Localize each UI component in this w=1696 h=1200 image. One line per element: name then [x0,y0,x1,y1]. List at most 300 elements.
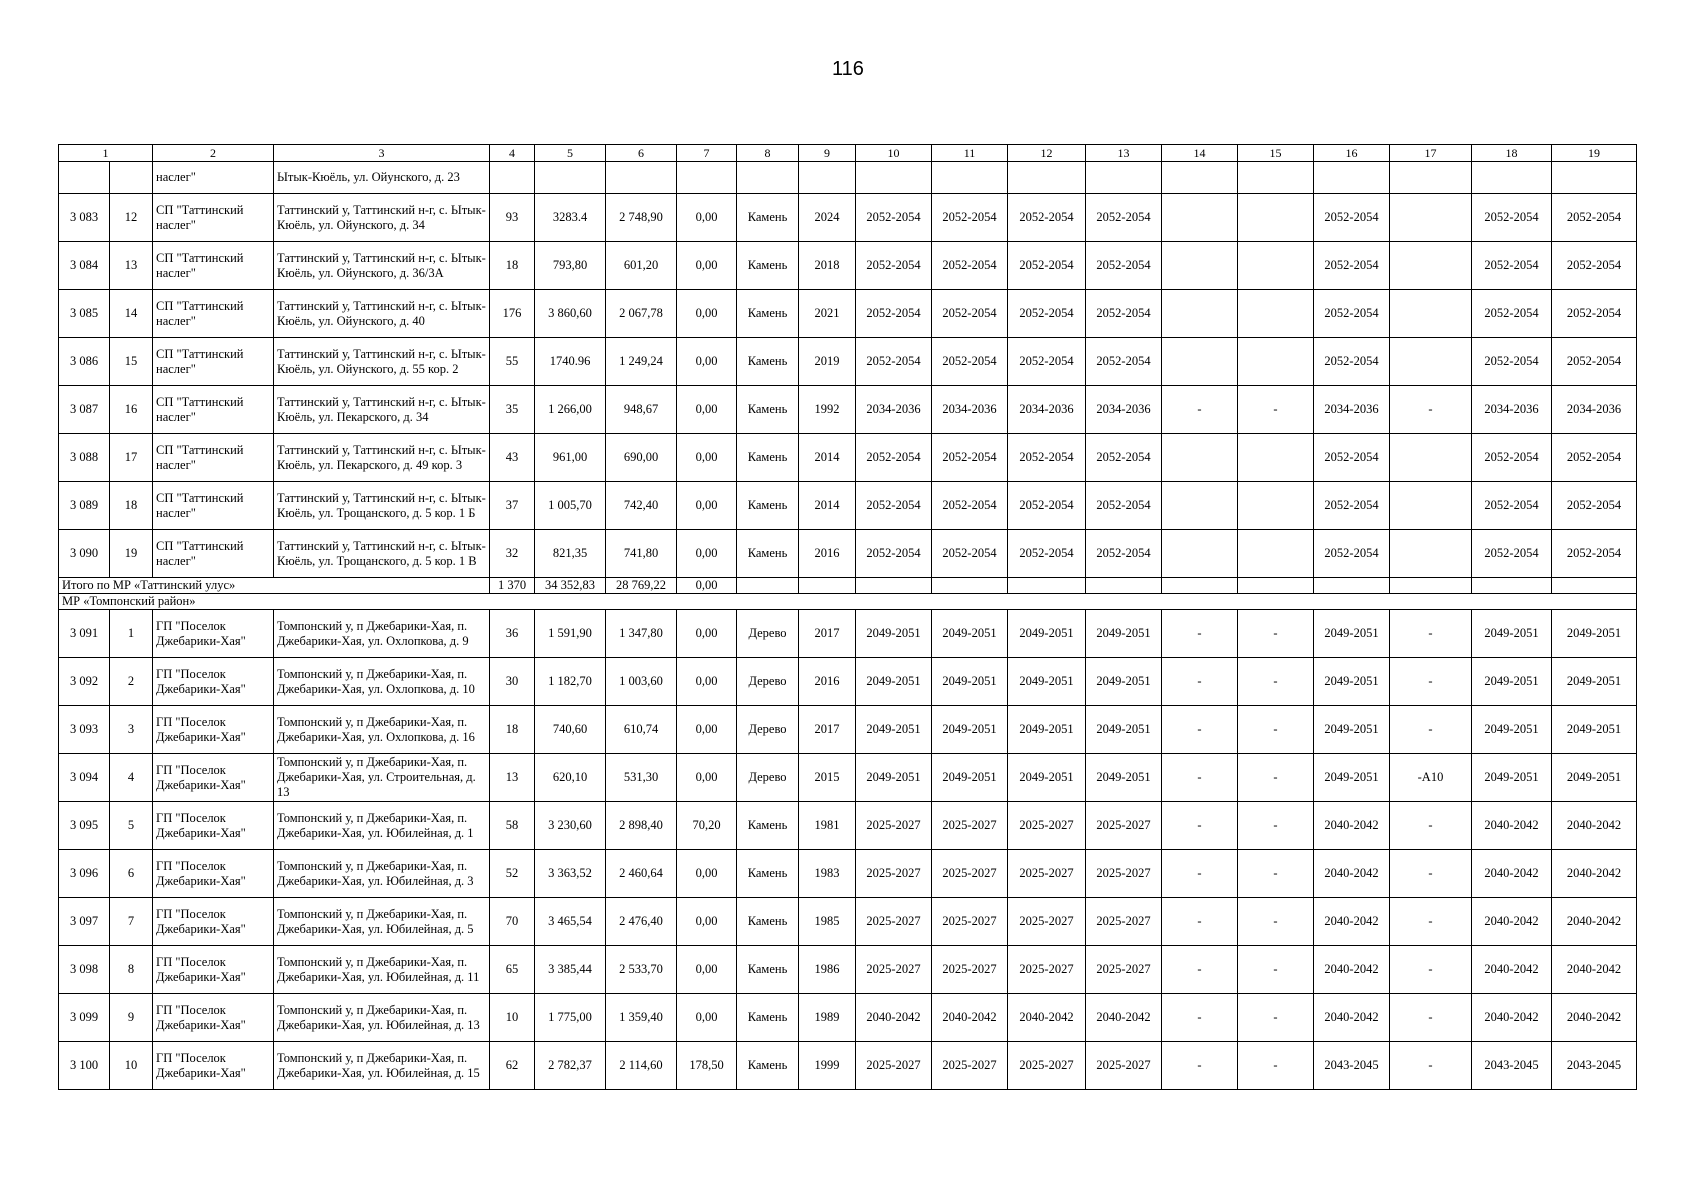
cell: 2043-2045 [1472,1042,1552,1090]
header-cell: 12 [1008,145,1086,162]
cell: 0,00 [677,530,737,578]
cell: Дерево [737,658,799,706]
cell: 1989 [799,994,856,1042]
cell: 740,60 [535,706,606,754]
cell: 3 465,54 [535,898,606,946]
cell [1472,162,1552,194]
cell: 2049-2051 [932,706,1008,754]
cell: 2040-2042 [1472,850,1552,898]
cell [1238,242,1314,290]
cell: 3 [110,706,153,754]
cell [1238,578,1314,594]
cell: 2049-2051 [932,610,1008,658]
cell: Томпонский у, п Джебарики-Хая, п. Джебарики-Хая, ул. Юбилейная, д. 5 [274,898,490,946]
cell: 2025-2027 [1008,946,1086,994]
cell: - [1238,754,1314,802]
cell: 0,00 [677,386,737,434]
cell: 1 591,90 [535,610,606,658]
cell: 2034-2036 [1008,386,1086,434]
cell: ГП "Поселок Джебарики-Хая" [153,946,274,994]
cell: Томпонский у, п Джебарики-Хая, п. Джебарики-Хая, ул. Охлопкова, д. 9 [274,610,490,658]
cell: 2025-2027 [932,802,1008,850]
cell: 2052-2054 [1314,434,1390,482]
cell: 2025-2027 [1086,850,1162,898]
cell: 0,00 [677,610,737,658]
cell: - [1238,802,1314,850]
cell: Камень [737,434,799,482]
cell: СП "Таттинский наслег" [153,434,274,482]
cell: 18 [110,482,153,530]
table-row [59,530,1637,578]
header-cell: 3 [274,145,490,162]
cell: 2040-2042 [1314,994,1390,1042]
cell: 2016 [799,658,856,706]
cell: 2025-2027 [932,1042,1008,1090]
cell: 690,00 [606,434,677,482]
cell: 2034-2036 [1314,386,1390,434]
cell: 2025-2027 [1008,802,1086,850]
cell: 2052-2054 [1086,482,1162,530]
cell: - [1238,898,1314,946]
cell [59,162,110,194]
header-cell: 17 [1390,145,1472,162]
cell: 1 249,24 [606,338,677,386]
cell: 1 347,80 [606,610,677,658]
cell: 2049-2051 [1008,706,1086,754]
cell: 1983 [799,850,856,898]
cell [737,162,799,194]
cell: Итого по МР «Таттинский улус» [59,578,490,594]
cell: 16 [110,386,153,434]
cell: 2052-2054 [1008,194,1086,242]
cell: 1 370 [490,578,535,594]
table-row [59,802,1637,850]
cell: 531,30 [606,754,677,802]
cell: 2052-2054 [1086,434,1162,482]
cell [1008,162,1086,194]
header-cell: 13 [1086,145,1162,162]
cell [1162,578,1238,594]
cell: Томпонский у, п Джебарики-Хая, п. Джебарики-Хая, ул. Охлопкова, д. 10 [274,658,490,706]
cell: 32 [490,530,535,578]
cell: 2 898,40 [606,802,677,850]
cell: 2052-2054 [932,290,1008,338]
cell: 34 352,83 [535,578,606,594]
header-cell: 4 [490,145,535,162]
cell: 2049-2051 [1008,610,1086,658]
cell: 3 089 [59,482,110,530]
cell: - [1162,386,1238,434]
cell: 3 087 [59,386,110,434]
table-row [59,290,1637,338]
cell: 2049-2051 [1472,658,1552,706]
cell: ГП "Поселок Джебарики-Хая" [153,850,274,898]
cell: 2049-2051 [1552,706,1637,754]
section-title: МР «Томпонский район» [59,594,1637,610]
header-cell: 7 [677,145,737,162]
cell: - [1390,994,1472,1042]
cell: 0,00 [677,658,737,706]
cell: 18 [490,242,535,290]
cell: 2052-2054 [932,482,1008,530]
cell: 1 005,70 [535,482,606,530]
cell [1390,242,1472,290]
cell: - [1390,850,1472,898]
cell: 2025-2027 [1086,898,1162,946]
housing-register-table [58,144,1637,1090]
cell: 2052-2054 [1086,530,1162,578]
cell: 2052-2054 [1086,194,1162,242]
table-row [59,386,1637,434]
cell [737,578,799,594]
cell: 1999 [799,1042,856,1090]
table-row [59,1042,1637,1090]
cell: ГП "Поселок Джебарики-Хая" [153,706,274,754]
cell: 19 [110,530,153,578]
cell: 0,00 [677,850,737,898]
cell: ГП "Поселок Джебарики-Хая" [153,898,274,946]
cell [1162,338,1238,386]
cell: 93 [490,194,535,242]
cell: 742,40 [606,482,677,530]
cell: Томпонский у, п Джебарики-Хая, п. Джебарики-Хая, ул. Юбилейная, д. 3 [274,850,490,898]
cell: 2052-2054 [932,530,1008,578]
cell: 2025-2027 [932,946,1008,994]
cell: Камень [737,994,799,1042]
cell [535,162,606,194]
cell: СП "Таттинский наслег" [153,386,274,434]
cell: 1985 [799,898,856,946]
cell [1162,194,1238,242]
cell [932,578,1008,594]
cell: 2052-2054 [1472,530,1552,578]
cell: - [1162,658,1238,706]
table-row [59,162,1637,194]
cell: 2049-2051 [1008,754,1086,802]
cell: ГП "Поселок Джебарики-Хая" [153,802,274,850]
cell: СП "Таттинский наслег" [153,194,274,242]
cell: 2049-2051 [1552,610,1637,658]
cell [1390,290,1472,338]
cell: 5 [110,802,153,850]
cell: Таттинский у, Таттинский н-г, с. Ытык-Кюёль, ул. Трощанского, д. 5 кор. 1 В [274,530,490,578]
header-cell: 19 [1552,145,1637,162]
cell: 2018 [799,242,856,290]
cell: 2052-2054 [1472,290,1552,338]
cell: 1992 [799,386,856,434]
cell [1472,578,1552,594]
cell: 2052-2054 [1314,290,1390,338]
cell: - [1162,610,1238,658]
cell: 62 [490,1042,535,1090]
cell: - [1238,386,1314,434]
cell: Таттинский у, Таттинский н-г, с. Ытык-Кюёль, ул. Пекарского, д. 34 [274,386,490,434]
cell: Таттинский у, Таттинский н-г, с. Ытык-Кюёль, ул. Ойунского, д. 34 [274,194,490,242]
cell: 28 769,22 [606,578,677,594]
cell: 2025-2027 [1008,898,1086,946]
cell: Таттинский у, Таттинский н-г, с. Ытык-Кюёль, ул. Ойунского, д. 55 кор. 2 [274,338,490,386]
cell: 2052-2054 [1552,338,1637,386]
cell: 2025-2027 [1008,850,1086,898]
cell: 2052-2054 [1086,290,1162,338]
cell: - [1390,898,1472,946]
cell: наслег" [153,162,274,194]
cell: 2052-2054 [1008,434,1086,482]
cell: Томпонский у, п Джебарики-Хая, п. Джебарики-Хая, ул. Юбилейная, д. 13 [274,994,490,1042]
cell: 2014 [799,434,856,482]
cell: 2034-2036 [1552,386,1637,434]
cell: 2052-2054 [1472,338,1552,386]
cell: 0,00 [677,194,737,242]
cell: ГП "Поселок Джебарики-Хая" [153,658,274,706]
cell: 3283.4 [535,194,606,242]
cell: 821,35 [535,530,606,578]
cell: 2052-2054 [1472,434,1552,482]
cell: ГП "Поселок Джебарики-Хая" [153,1042,274,1090]
cell [1162,434,1238,482]
cell: 2049-2051 [1314,658,1390,706]
cell: 2040-2042 [1314,946,1390,994]
cell: 2019 [799,338,856,386]
table-row [59,706,1637,754]
cell: 2052-2054 [932,242,1008,290]
header-cell: 9 [799,145,856,162]
cell [1238,338,1314,386]
cell: 3 230,60 [535,802,606,850]
cell: 2052-2054 [932,194,1008,242]
cell: СП "Таттинский наслег" [153,482,274,530]
cell [1552,578,1637,594]
cell [1162,482,1238,530]
cell: 2025-2027 [856,850,932,898]
cell: 0,00 [677,290,737,338]
cell: 3 094 [59,754,110,802]
cell: 2 114,60 [606,1042,677,1090]
cell: 2025-2027 [856,1042,932,1090]
cell: 2052-2054 [1086,338,1162,386]
cell: 2025-2027 [1086,802,1162,850]
cell [1390,162,1472,194]
table-row [59,994,1637,1042]
cell: 65 [490,946,535,994]
cell: 2052-2054 [856,194,932,242]
cell: Камень [737,290,799,338]
cell: - [1162,898,1238,946]
cell: - [1390,706,1472,754]
header-cell: 11 [932,145,1008,162]
cell: - [1238,946,1314,994]
cell: 3 096 [59,850,110,898]
cell: Камень [737,802,799,850]
cell: 2052-2054 [856,338,932,386]
cell: 14 [110,290,153,338]
cell: 2049-2051 [1314,706,1390,754]
cell: 2049-2051 [1008,658,1086,706]
header-cell: 6 [606,145,677,162]
table-row [59,242,1637,290]
cell: 2021 [799,290,856,338]
table-body [59,145,1637,1090]
cell: 2049-2051 [1472,610,1552,658]
cell: Томпонский у, п Джебарики-Хая, п. Джебарики-Хая, ул. Строительная, д. 13 [274,754,490,802]
cell [856,162,932,194]
cell: 2052-2054 [1552,290,1637,338]
cell: 1 775,00 [535,994,606,1042]
cell: - [1390,1042,1472,1090]
cell [1238,482,1314,530]
cell: 2040-2042 [1314,802,1390,850]
cell: 2052-2054 [1008,530,1086,578]
cell: 2043-2045 [1552,1042,1637,1090]
cell: 2052-2054 [1552,434,1637,482]
cell: 2052-2054 [1314,482,1390,530]
cell: 1 266,00 [535,386,606,434]
table-row [59,658,1637,706]
cell: - [1162,1042,1238,1090]
cell: 2025-2027 [856,946,932,994]
cell: 2040-2042 [856,994,932,1042]
cell: 2052-2054 [1552,482,1637,530]
cell: 741,80 [606,530,677,578]
cell: 0,00 [677,754,737,802]
cell: 1986 [799,946,856,994]
cell: 2052-2054 [1008,482,1086,530]
cell [490,162,535,194]
cell: 3 088 [59,434,110,482]
table-row [59,194,1637,242]
cell: Томпонский у, п Джебарики-Хая, п. Джебарики-Хая, ул. Юбилейная, д. 11 [274,946,490,994]
cell [1162,242,1238,290]
cell: 70 [490,898,535,946]
cell [1390,530,1472,578]
total-row [59,578,1637,594]
cell: - [1162,802,1238,850]
cell: 36 [490,610,535,658]
cell: 2052-2054 [1552,242,1637,290]
cell: 0,00 [677,578,737,594]
cell: 2040-2042 [1472,898,1552,946]
cell [1314,578,1390,594]
cell: 3 093 [59,706,110,754]
table-row [59,610,1637,658]
cell: 2052-2054 [1086,242,1162,290]
cell: 12 [110,194,153,242]
cell: 610,74 [606,706,677,754]
cell: Камень [737,1042,799,1090]
cell: 2049-2051 [1086,610,1162,658]
cell: 2052-2054 [1008,290,1086,338]
cell: 1 [110,610,153,658]
cell: 2052-2054 [1314,530,1390,578]
cell: 17 [110,434,153,482]
cell: 2049-2051 [932,658,1008,706]
cell [1390,338,1472,386]
table-row [59,434,1637,482]
cell: 2052-2054 [1552,530,1637,578]
cell: - [1162,994,1238,1042]
cell: 2049-2051 [1086,658,1162,706]
header-cell: 8 [737,145,799,162]
cell: 601,20 [606,242,677,290]
cell: 2040-2042 [1552,994,1637,1042]
cell: 3 083 [59,194,110,242]
cell: 3 097 [59,898,110,946]
cell: 3 091 [59,610,110,658]
cell: 1 182,70 [535,658,606,706]
cell: 1 359,40 [606,994,677,1042]
cell: Таттинский у, Таттинский н-г, с. Ытык-Кюёль, ул. Ойунского, д. 36/3А [274,242,490,290]
cell: 2052-2054 [1008,242,1086,290]
cell: 793,80 [535,242,606,290]
cell: Камень [737,898,799,946]
cell: 2040-2042 [1552,850,1637,898]
cell: 2025-2027 [1008,1042,1086,1090]
cell: Томпонский у, п Джебарики-Хая, п. Джебарики-Хая, ул. Юбилейная, д. 1 [274,802,490,850]
cell: - [1162,706,1238,754]
cell: 2043-2045 [1314,1042,1390,1090]
cell: - [1390,802,1472,850]
cell: - [1238,610,1314,658]
cell: 13 [490,754,535,802]
cell: 2017 [799,610,856,658]
cell: 3 363,52 [535,850,606,898]
cell: 2040-2042 [1472,946,1552,994]
cell: Камень [737,530,799,578]
cell: 2040-2042 [1472,994,1552,1042]
cell: 2025-2027 [856,802,932,850]
cell: 2049-2051 [1086,754,1162,802]
cell: 2052-2054 [1472,482,1552,530]
cell: Камень [737,386,799,434]
cell [799,578,856,594]
cell: 2049-2051 [1552,754,1637,802]
cell: 2 067,78 [606,290,677,338]
cell: 2025-2027 [1086,1042,1162,1090]
cell: - [1162,946,1238,994]
cell: 2049-2051 [856,754,932,802]
cell: 3 095 [59,802,110,850]
cell: Дерево [737,706,799,754]
header-cell: 1 [59,145,153,162]
cell: 8 [110,946,153,994]
cell [1552,162,1637,194]
cell [1390,482,1472,530]
cell: 2040-2042 [1314,850,1390,898]
cell: 2034-2036 [1472,386,1552,434]
cell: 2052-2054 [856,530,932,578]
cell: 1740.96 [535,338,606,386]
cell: 2024 [799,194,856,242]
cell [1390,578,1472,594]
cell: Таттинский у, Таттинский н-г, с. Ытык-Кюёль, ул. Ойунского, д. 40 [274,290,490,338]
cell: 4 [110,754,153,802]
header-cell: 15 [1238,145,1314,162]
cell: 0,00 [677,946,737,994]
cell: 3 084 [59,242,110,290]
cell: - [1390,610,1472,658]
cell: 2052-2054 [856,242,932,290]
cell: 2040-2042 [1552,946,1637,994]
cell [1390,434,1472,482]
cell: СП "Таттинский наслег" [153,338,274,386]
cell [1162,290,1238,338]
cell: 3 385,44 [535,946,606,994]
table-row [59,338,1637,386]
cell: 948,67 [606,386,677,434]
cell: Таттинский у, Таттинский н-г, с. Ытык-Кюёль, ул. Трощанского, д. 5 кор. 1 Б [274,482,490,530]
cell: 2015 [799,754,856,802]
cell: 2052-2054 [932,338,1008,386]
